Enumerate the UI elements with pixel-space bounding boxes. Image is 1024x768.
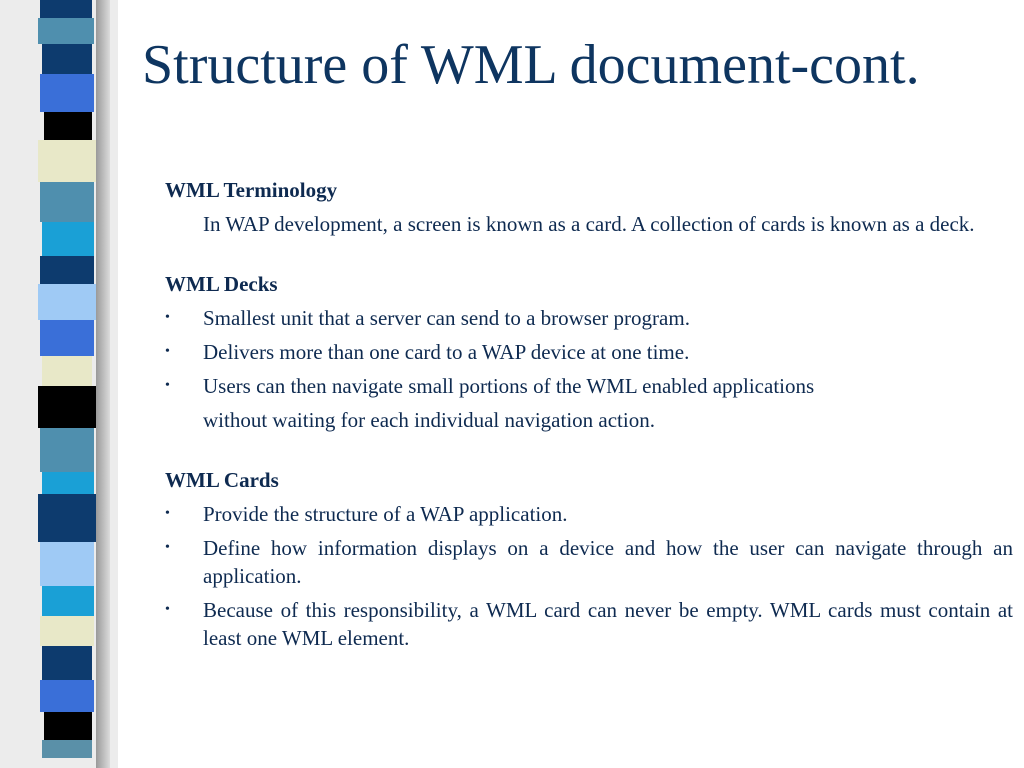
- stripe-segment: [40, 0, 92, 18]
- stripe-segment: [42, 646, 92, 680]
- stripe-segment: [40, 542, 94, 586]
- stripe-segment: [42, 586, 94, 616]
- decorative-stripes: [0, 0, 100, 768]
- stripe-segment: [40, 428, 94, 472]
- bullet-icon: •: [165, 378, 170, 393]
- terminology-paragraph: In WAP development, a screen is known as a card. A collection of cards is known as a deck.: [203, 212, 975, 236]
- bullet-icon: •: [165, 344, 170, 359]
- stripe-segment: [40, 182, 94, 222]
- stripe-segment: [38, 494, 96, 542]
- stripe-segment: [40, 320, 94, 356]
- cards-bullet-1: Provide the structure of a WAP application.: [203, 502, 568, 526]
- stripe-segment: [44, 712, 92, 740]
- section-heading-cards: WML Cards: [165, 468, 279, 492]
- stripe-segment: [42, 472, 94, 494]
- stripe-segment: [40, 616, 94, 646]
- decks-bullet-3: Users can then navigate small portions of the WML enabled applications: [203, 374, 815, 398]
- stripe-segment: [40, 680, 94, 712]
- list-item: [165, 372, 1013, 400]
- slide-title: Structure of WML document-cont.: [142, 34, 920, 96]
- list-item: [165, 500, 1013, 528]
- stripe-segment: [42, 356, 92, 386]
- bullet-icon: •: [165, 310, 170, 325]
- list-item: [165, 596, 1013, 652]
- stripe-segment: [40, 74, 94, 112]
- stripe-segment: [40, 256, 94, 284]
- stripe-segment: [42, 222, 94, 256]
- list-item: [165, 534, 1013, 590]
- cards-bullet-3: Because of this responsibility, a WML card can never be empty. WML cards must contain at least one WML element.: [203, 598, 1013, 650]
- decks-bullet-2: Delivers more than one card to a WAP device at one time.: [203, 340, 690, 364]
- section-heading-terminology: WML Terminology: [165, 178, 338, 202]
- stripe-segment: [42, 740, 92, 758]
- section-heading-decks: WML Decks: [165, 272, 278, 296]
- decks-continuation: without waiting for each individual navigation action.: [203, 408, 655, 432]
- bullet-icon: •: [165, 540, 170, 555]
- stripe-segment: [38, 140, 96, 182]
- stripe-segment: [38, 386, 96, 428]
- stripe-segment: [44, 112, 92, 140]
- slide-body: [165, 176, 1013, 652]
- cards-bullet-2: Define how information displays on a device and how the user can navigate through an application.: [203, 536, 1013, 588]
- stripe-segment: [38, 18, 94, 44]
- list-item: [165, 338, 1013, 366]
- decorative-stripe-panel: [0, 0, 118, 768]
- bullet-icon: •: [165, 506, 170, 521]
- stripe-segment: [42, 44, 92, 74]
- stripe-segment: [38, 284, 96, 320]
- bullet-icon: •: [165, 602, 170, 617]
- list-item: [165, 304, 1013, 332]
- decks-bullet-1: Smallest unit that a server can send to a browser program.: [203, 306, 690, 330]
